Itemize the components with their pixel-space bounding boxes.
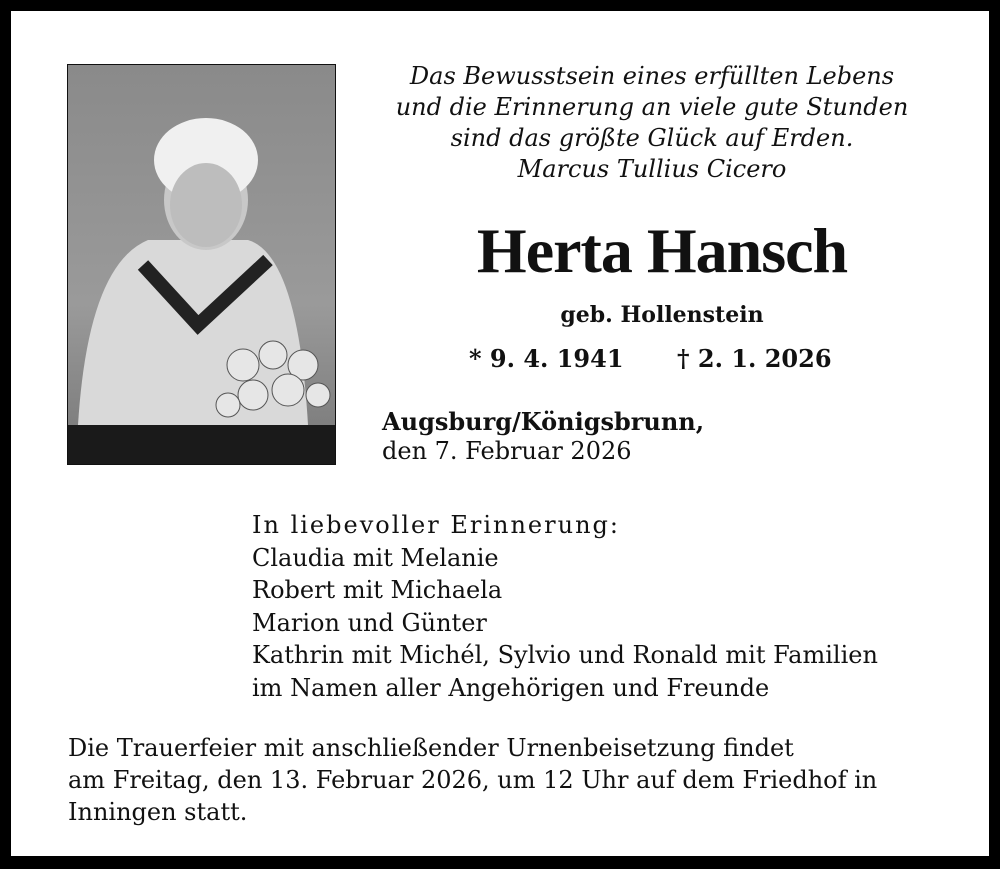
quote-line: sind das größte Glück auf Erden. <box>450 124 854 152</box>
quote-author: Marcus Tullius Cicero <box>517 155 787 183</box>
family-heading: In liebevoller Erinnerung: <box>252 511 620 539</box>
birth-name: geb. Hollenstein <box>560 302 764 328</box>
family-line: Robert mit Michaela <box>252 576 503 604</box>
portrait-image <box>68 65 335 464</box>
family-line: Claudia mit Melanie <box>252 543 499 572</box>
family-list <box>252 509 878 704</box>
funeral-line: Inningen statt. <box>68 798 248 826</box>
family-line: Kathrin mit Michél, Sylvio und Ronald mit Familien <box>252 641 878 669</box>
deceased-name: Herta Hansch <box>476 215 848 286</box>
notice-date: den 7. Februar 2026 <box>382 437 632 465</box>
family-line: im Namen aller Angehörigen und Freunde <box>252 673 770 702</box>
quote-line: und die Erinnerung an viele gute Stunden <box>395 93 909 121</box>
quote-line: Das Bewusstsein eines erfüllten Lebens <box>409 62 895 90</box>
quote <box>367 61 937 185</box>
birth-date: * 9. 4. 1941 <box>469 344 624 373</box>
family-line: Marion und Günter <box>252 608 487 637</box>
funeral-info <box>68 732 877 828</box>
funeral-line: am Freitag, den 13. Februar 2026, um 12 Uhr auf dem Friedhof in <box>68 766 878 794</box>
obituary-notice <box>11 11 989 856</box>
death-date: † 2. 1. 2026 <box>677 344 832 373</box>
portrait-photo <box>67 64 336 465</box>
funeral-line: Die Trauerfeier mit anschließender Urnenbeisetzung findet <box>68 734 794 762</box>
place: Augsburg/Königsbrunn, <box>382 407 705 436</box>
